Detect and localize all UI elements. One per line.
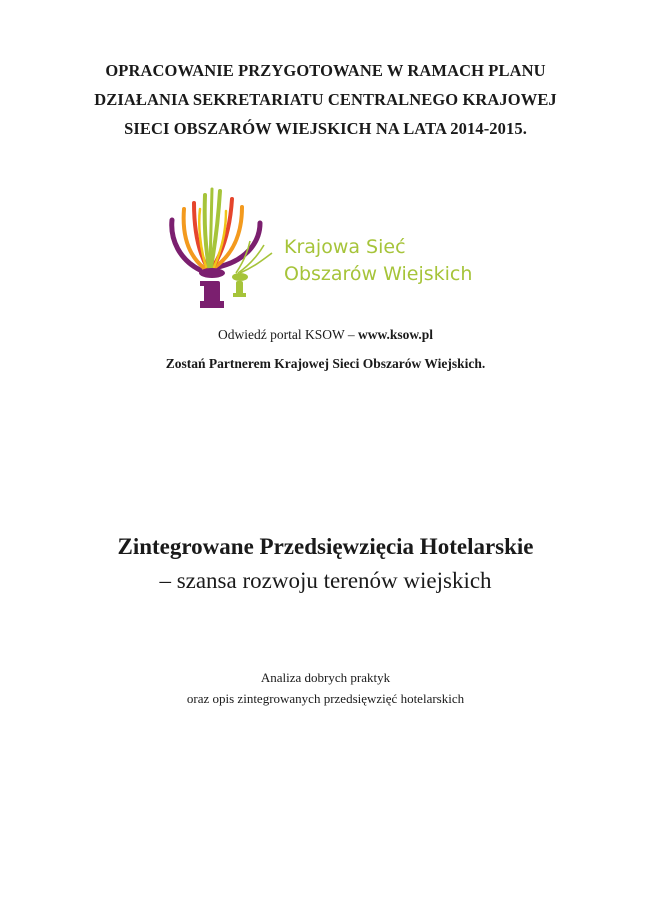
analysis-description bbox=[0, 667, 651, 709]
logo-text-line-2: Obszarów Wiejskich bbox=[284, 263, 473, 285]
header-line-3: SIECI OBSZARÓW WIEJSKICH NA LATA 2014-2015. bbox=[124, 119, 527, 138]
header-line-1: OPRACOWANIE PRZYGOTOWANE W RAMACH PLANU bbox=[105, 61, 546, 80]
portal-visit-prefix: Odwiedź portal KSOW – bbox=[217, 327, 358, 342]
document-title: Zintegrowane Przedsięwzięcia Hotelarskie bbox=[117, 534, 534, 559]
partner-text: Zostań Partnerem Krajowej Sieci Obszarów Wiejskich. bbox=[165, 356, 486, 371]
portal-info bbox=[0, 322, 651, 376]
logo-text bbox=[284, 234, 472, 288]
title-block bbox=[0, 530, 651, 598]
document-header bbox=[0, 56, 651, 143]
document-subtitle: – szansa rozwoju terenów wiejskich bbox=[159, 568, 492, 593]
logo-text-line-1: Krajowa Sieć bbox=[284, 236, 406, 258]
portal-url-link[interactable]: www.ksow.pl bbox=[357, 327, 433, 342]
analysis-line-1: Analiza dobrych praktyk bbox=[260, 670, 391, 685]
portal-visit-line bbox=[0, 322, 651, 347]
analysis-line-2: oraz opis zintegrowanych przedsięwzięć hotelarskich bbox=[186, 691, 465, 706]
ksow-logo-icon bbox=[160, 185, 290, 315]
ksow-logo bbox=[160, 185, 500, 315]
header-line-2: DZIAŁANIA SEKRETARIATU CENTRALNEGO KRAJOWEJ bbox=[94, 90, 557, 109]
